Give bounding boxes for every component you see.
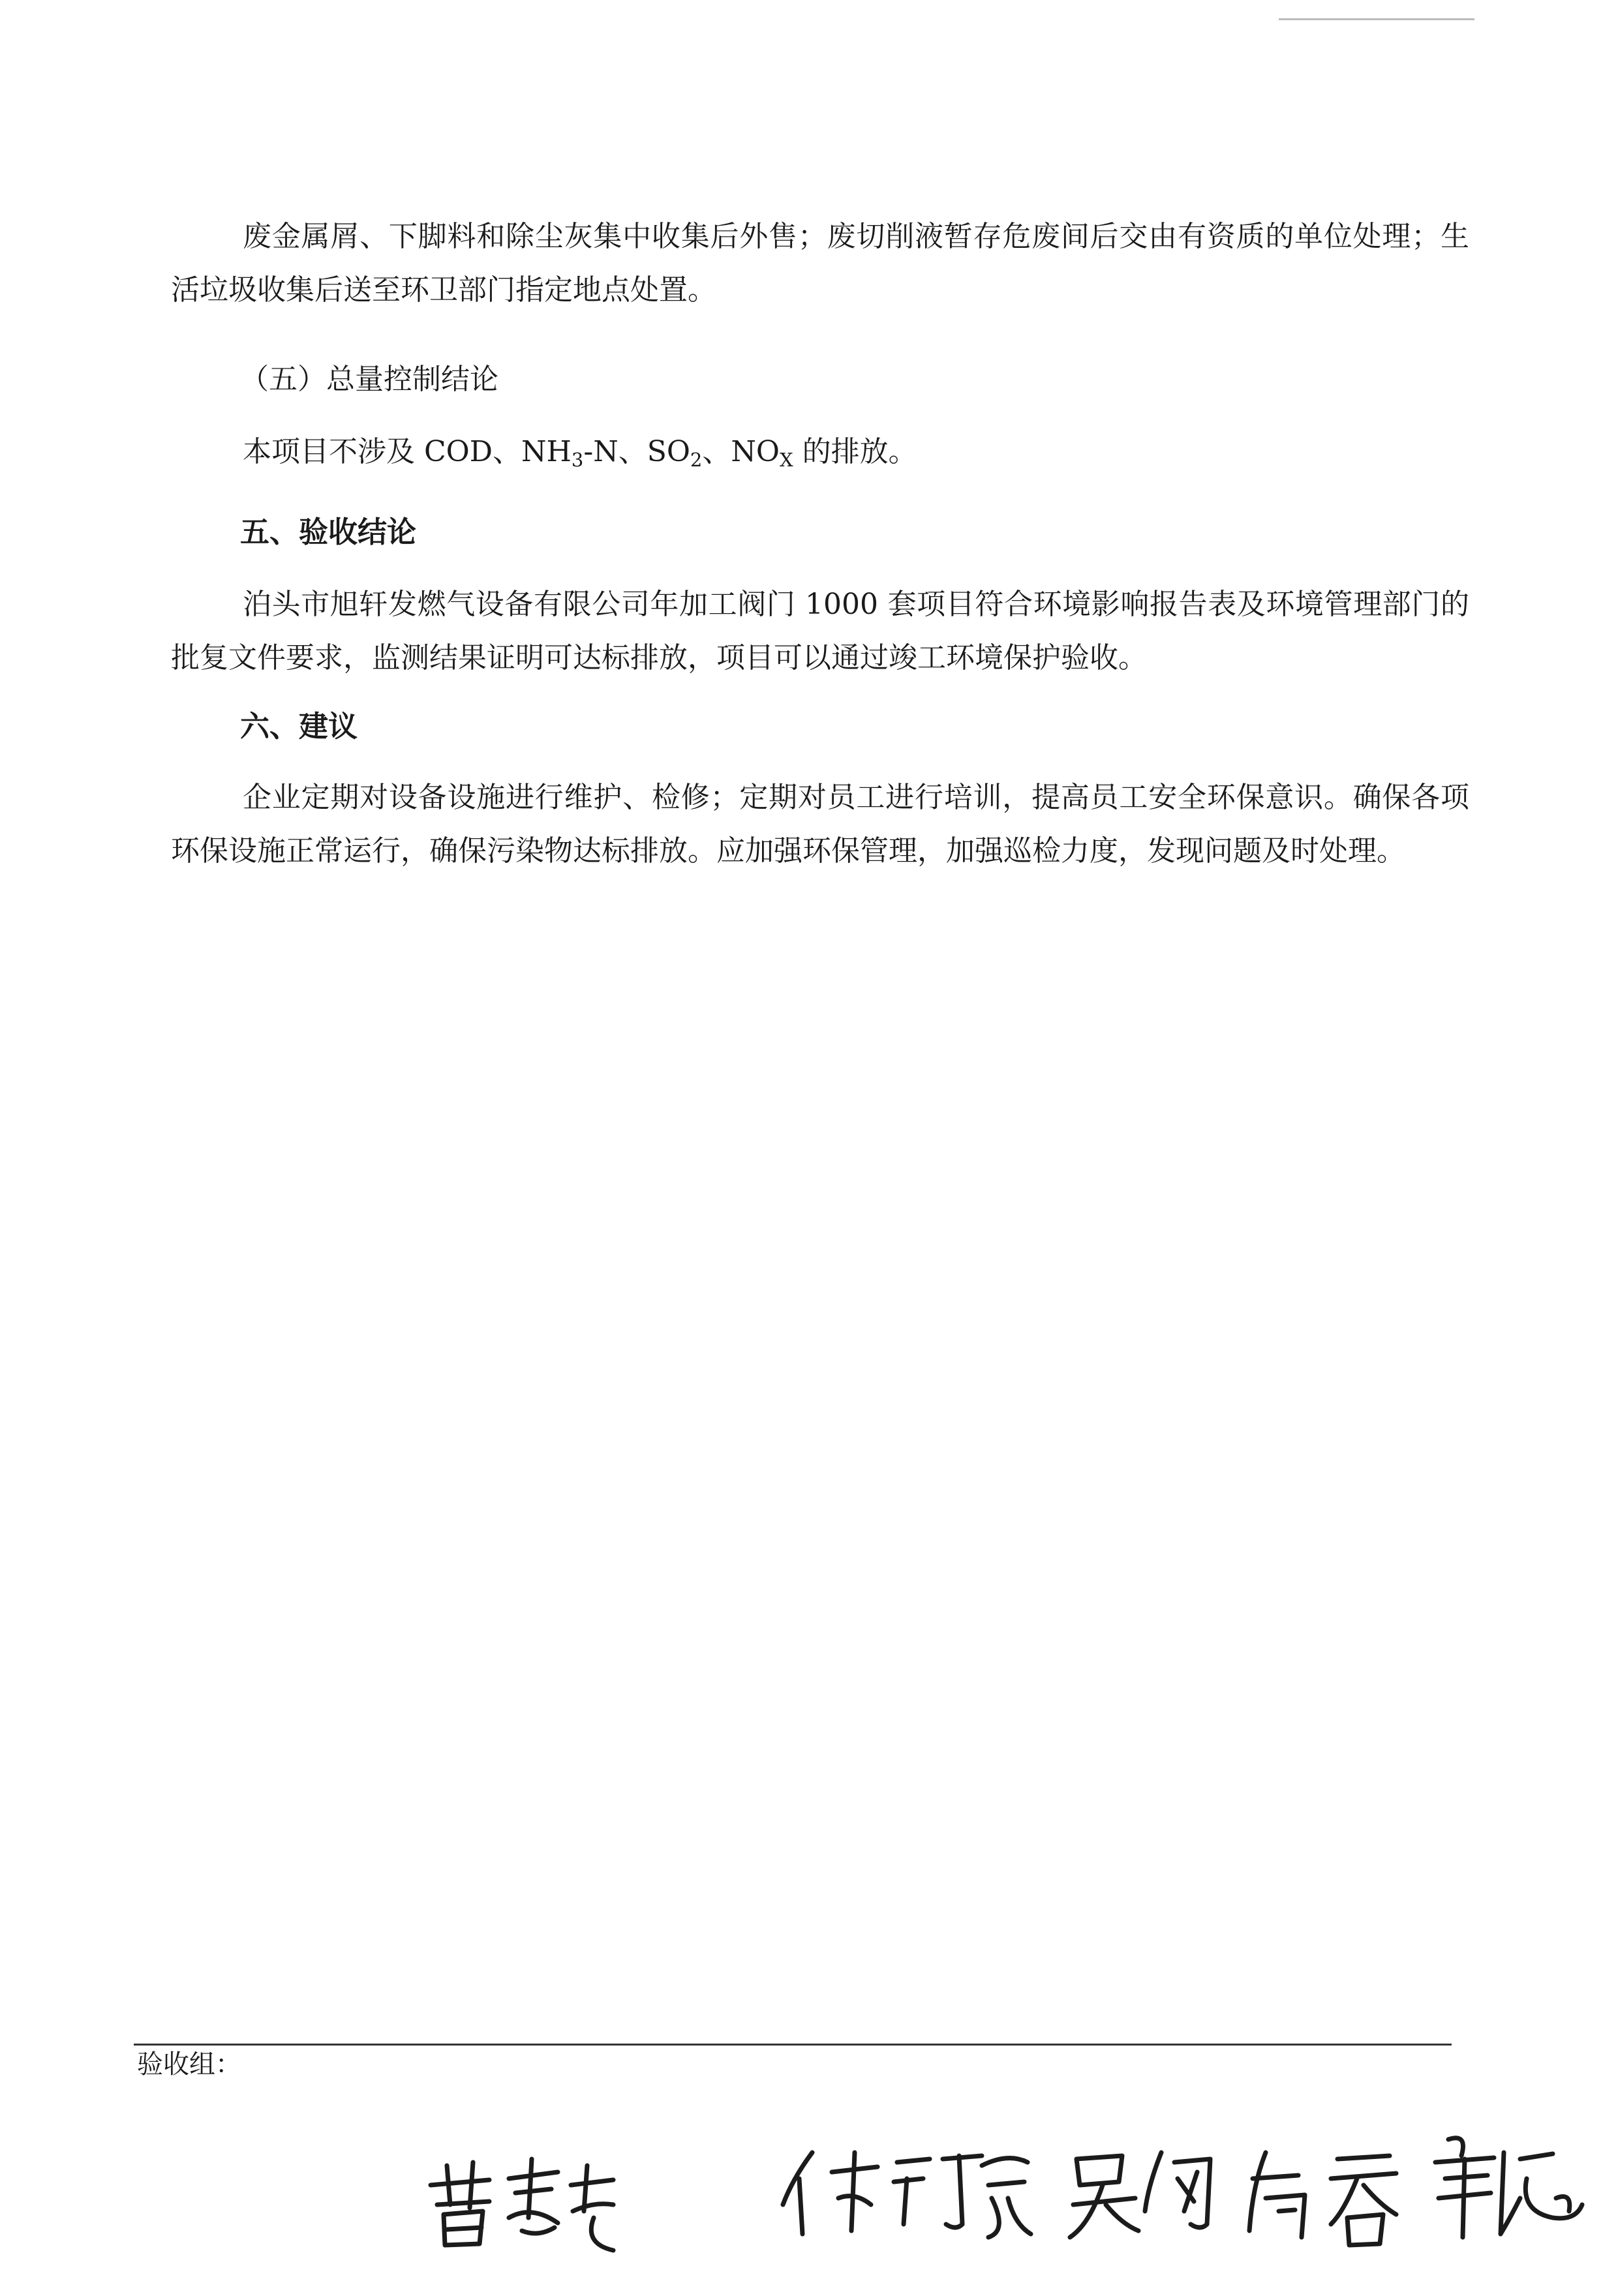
suggestions-paragraph: 企业定期对设备设施进行维护、检修；定期对员工进行培训，提高员工安全环保意识。确保各项环保设施正常运行，确保污染物达标排放。应加强环保管理，加强巡检力度，发现问题及时处理。 (171, 781, 1469, 868)
signature-3 (1063, 2133, 1220, 2244)
signature-2 (773, 2126, 1034, 2244)
total-control-text-a: 本项目不涉及 COD、NH (243, 435, 572, 468)
footer-rule (134, 2044, 1452, 2046)
total-control-text-b: -N、SO (583, 435, 690, 468)
conclusion-heading: 五、验收结论 (240, 515, 417, 549)
scan-edge-mark (1279, 18, 1474, 20)
so2-subscript: 2 (690, 449, 703, 471)
signature-4 (1240, 2139, 1403, 2250)
conclusion-paragraph: 泊头市旭轩发燃气设备有限公司年加工阀门 1000 套项目符合环境影响报告表及环境管理部门的批复文件要求，监测结果证明可达标排放，项目可以通过竣工环境保护验收。 (171, 588, 1469, 674)
total-control-paragraph (171, 425, 1469, 479)
signature-1 (418, 2139, 626, 2257)
total-control-text-c: 、NO (702, 435, 780, 468)
signature-5 (1422, 2120, 1592, 2257)
nh3-subscript: 3 (571, 449, 584, 471)
nox-subscript: X (779, 449, 793, 471)
total-control-text-d: 的排放。 (793, 435, 917, 468)
total-control-heading: （五）总量控制结论 (240, 363, 498, 396)
solid-waste-paragraph: 废金属屑、下脚料和除尘灰集中收集后外售；废切削液暂存危废间后交由有资质的单位处理；生活垃圾收集后送至环卫部门指定地点处置。 (171, 220, 1469, 307)
suggestions-heading: 六、建议 (240, 709, 358, 744)
acceptance-group-label: 验收组： (137, 2049, 241, 2079)
